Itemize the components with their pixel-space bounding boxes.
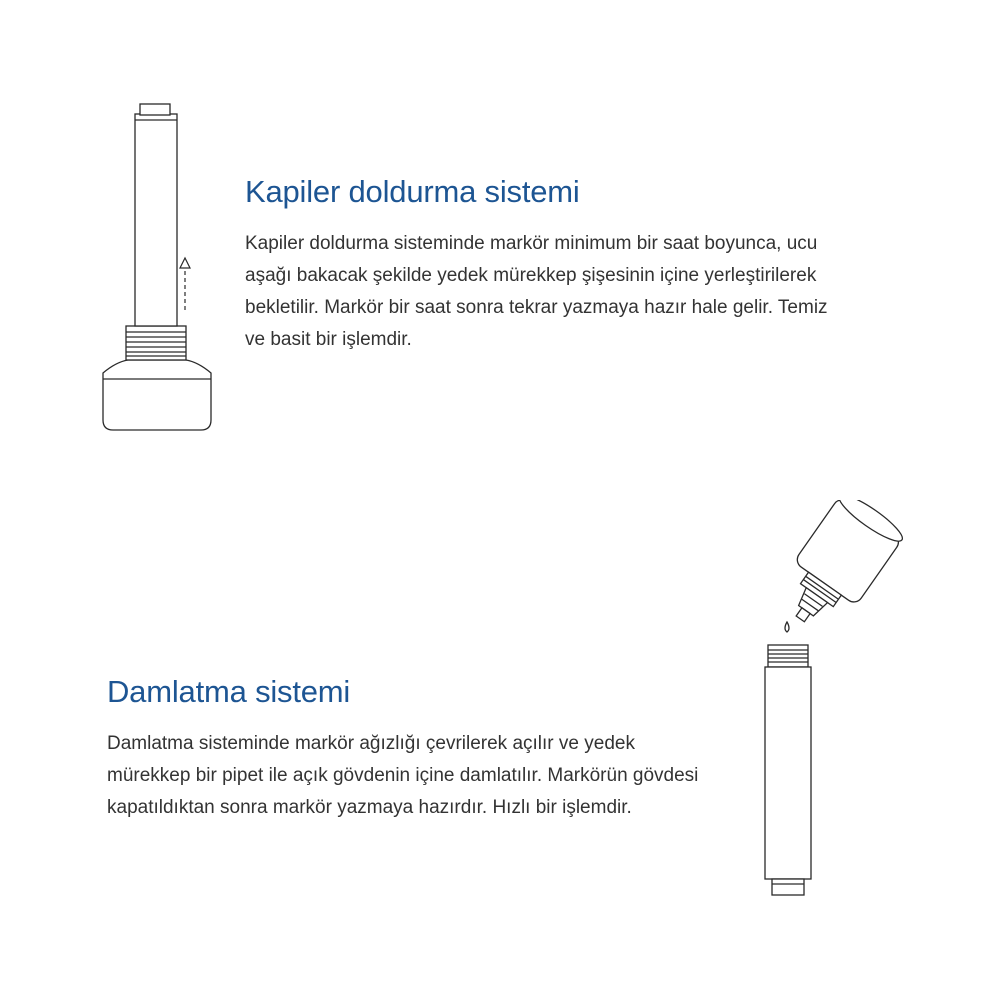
capillary-heading: Kapiler doldurma sistemi [245,174,580,209]
ink-drip-icon [750,500,910,905]
capillary-line: ve basit bir işlemdir. [245,329,412,350]
capillary-line: aşağı bakacak şekilde yedek mürekkep şişesinin içine yerleştirilerek [245,265,817,286]
capillary-description [245,228,925,356]
drip-illustration [750,500,910,905]
capillary-illustration [98,98,218,438]
capillary-line: bekletilir. Markör bir saat sonra tekrar yazmaya hazır hale gelir. Temiz [245,297,828,318]
drip-description [107,728,747,824]
drip-line: mürekkep bir pipet ile açık gövdenin içine damlatılır. Markörün gövdesi [107,765,699,786]
capillary-line: Kapiler doldurma sisteminde markör minimum bir saat boyunca, ucu [245,233,818,254]
drip-line: kapatıldıktan sonra markör yazmaya hazırdır. Hızlı bir işlemdir. [107,797,632,818]
marker-in-bottle-icon [98,98,218,438]
capillary-section [245,170,925,356]
drip-heading: Damlatma sistemi [107,674,351,709]
drip-line: Damlatma sisteminde markör ağızlığı çevrilerek açılır ve yedek [107,733,635,754]
drip-section [107,670,747,824]
